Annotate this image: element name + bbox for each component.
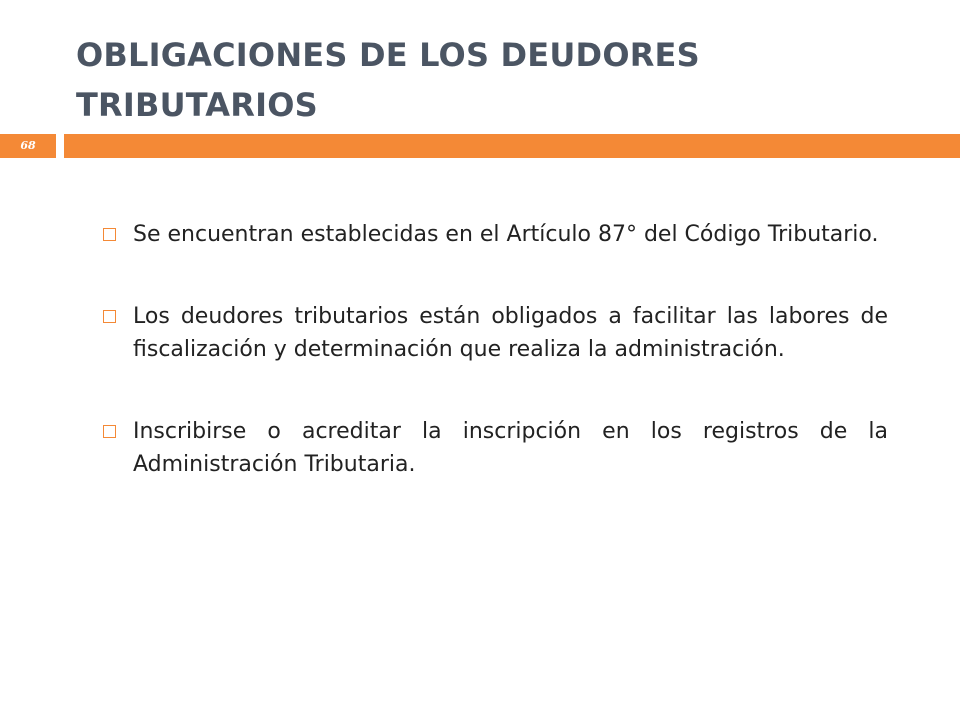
- square-bullet-icon: [103, 425, 116, 438]
- bullet-list: [100, 218, 888, 530]
- bullet-item: [100, 218, 888, 251]
- square-bullet-icon: [103, 310, 116, 323]
- bullet-text: Se encuentran establecidas en el Artículo 87° del Código Tributario.: [133, 222, 879, 247]
- square-bullet-icon: [103, 228, 116, 241]
- bullet-item: [100, 300, 888, 366]
- bullet-text: Los deudores tributarios están obligados a facilitar las labores de fiscalización y determinación que realiza la administración.: [133, 304, 888, 362]
- accent-bar: [64, 134, 960, 158]
- bullet-text: Inscribirse o acreditar la inscripción en los registros de la Administración Tributaria.: [133, 419, 888, 477]
- bullet-item: [100, 415, 888, 481]
- slide-title: OBLIGACIONES DE LOS DEUDORES TRIBUTARIOS: [76, 36, 700, 124]
- slide-number-badge: 68: [0, 134, 56, 158]
